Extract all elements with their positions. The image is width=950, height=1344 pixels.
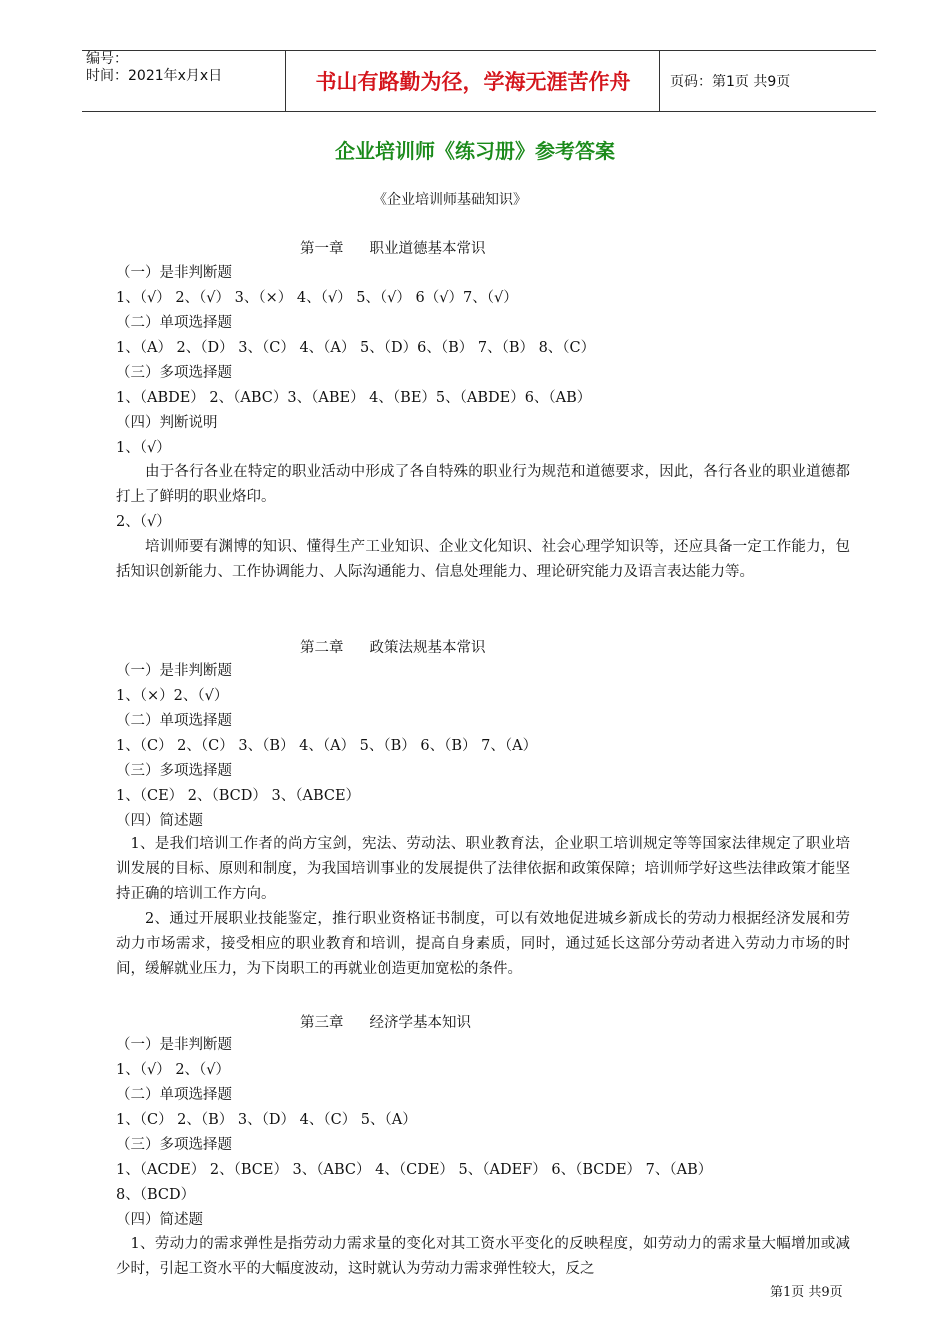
answer-line: 1、（A） 2、（D） 3、（C） 4、（A） 5、（D）6、（B） 7、（B） 8、（C）: [116, 340, 596, 356]
answer-line: 1、（×）2、（√）: [116, 688, 229, 704]
explanation-paragraph: 1、是我们培训工作者的尚方宝剑，宪法、劳动法、职业教育法，企业职工培训规定等等国家法律规定了职业培训发展的目标、原则和制度，为我国培训事业的发展提供了法律依据和政策保障；培训师学好这些法律政策才能坚持正确的培训工作方向。: [116, 836, 850, 902]
number-label: 编号：: [86, 51, 128, 67]
chapter-name: 经济学基本知识: [369, 1015, 471, 1031]
explanation-paragraph: 由于各行各业在特定的职业活动中形成了各自特殊的职业行为规范和道德要求，因此，各行各业的职业道德都打上了鲜明的职业烙印。: [116, 464, 850, 505]
explanation-paragraph: 培训师要有渊博的知识、懂得生产工业知识、企业文化知识、社会心理学知识等，还应具备一定工作能力，包括知识创新能力、工作协调能力、人际沟通能力、信息处理能力、理论研究能力及语言表达能力等。: [116, 539, 850, 580]
header-page-label: 页码：第1页 共9页: [670, 74, 791, 90]
explanation-paragraph: 2、通过开展职业技能鉴定，推行职业资格证书制度，可以有效地促进城乡新成长的劳动力根据经济发展和劳动力市场需求，接受相应的职业教育和培训，提高自身素质，同时，通过延长这部分劳动者进入劳动力市场的时间，缓解就业压力，为下岗职工的再就业创造更加宽松的条件。: [116, 911, 850, 977]
section-heading: （三）多项选择题: [116, 365, 232, 381]
section-heading: （四）简述题: [116, 813, 203, 829]
answer-line: 1、（CE） 2、（BCD） 3、（ABCE）: [116, 788, 361, 804]
section-heading: （二）单项选择题: [116, 1087, 232, 1103]
answer-line: 1、（√） 2、（√） 3、（×） 4、（√） 5、（√） 6（√）7、（√）: [116, 290, 518, 306]
section-heading: （一）是非判断题: [116, 663, 232, 679]
section-heading: （二）单项选择题: [116, 713, 232, 729]
chapter-2-heading: [300, 636, 486, 657]
answer-line: 1、（C） 2、（B） 3、（D） 4、（C） 5、（A）: [116, 1112, 417, 1128]
time-label: 时间：2021年x月x日: [86, 68, 223, 84]
header-table: [82, 50, 876, 112]
answer-line: 1、（√） 2、（√）: [116, 1062, 231, 1078]
section-heading: （一）是非判断题: [116, 1037, 232, 1053]
chapter-1-heading: [300, 237, 486, 258]
chapter-number: 第三章: [300, 1015, 344, 1031]
header-motto: 书山有路勤为径，学海无涯苦作舟: [315, 70, 631, 94]
page-footer: 第1页 共9页: [770, 1285, 843, 1300]
explanation-paragraph: 1、劳动力的需求弹性是指劳动力需求量的变化对其工资水平变化的反映程度，如劳动力的需求量大幅增加或减少时，引起工资水平的大幅度波动，这时就认为劳动力需求弹性较大，反之: [116, 1236, 850, 1277]
chapter-name: 职业道德基本常识: [369, 241, 486, 257]
section-heading: （四）判断说明: [116, 415, 218, 431]
document-title: 企业培训师《练习册》参考答案: [335, 139, 615, 163]
answer-line: 1、（√）: [116, 440, 171, 456]
header-divider: [659, 51, 660, 111]
answer-line: 1、（ABDE） 2、（ABC）3、（ABE） 4、（BE）5、（ABDE）6、（AB）: [116, 390, 592, 406]
section-heading: （一）是非判断题: [116, 265, 232, 281]
document-subtitle: 《企业培训师基础知识》: [373, 192, 527, 208]
chapter-number: 第一章: [300, 241, 344, 257]
answer-line: 8、（BCD）: [116, 1187, 196, 1203]
chapter-name: 政策法规基本常识: [369, 640, 486, 656]
chapter-3-heading: [300, 1011, 471, 1032]
header-divider: [285, 51, 286, 111]
section-heading: （三）多项选择题: [116, 1137, 232, 1153]
header-meta: [86, 51, 286, 111]
answer-line: 1、（C） 2、（C） 3、（B） 4、（A） 5、（B） 6、（B） 7、（A）: [116, 738, 538, 754]
chapter-number: 第二章: [300, 640, 344, 656]
answer-line: 2、（√）: [116, 514, 171, 530]
section-heading: （三）多项选择题: [116, 763, 232, 779]
section-heading: （四）简述题: [116, 1212, 203, 1228]
section-heading: （二）单项选择题: [116, 315, 232, 331]
answer-line: 1、（ACDE） 2、（BCE） 3、（ABC） 4、（CDE） 5、（ADEF） 6、（BCDE） 7、（AB）: [116, 1162, 713, 1178]
